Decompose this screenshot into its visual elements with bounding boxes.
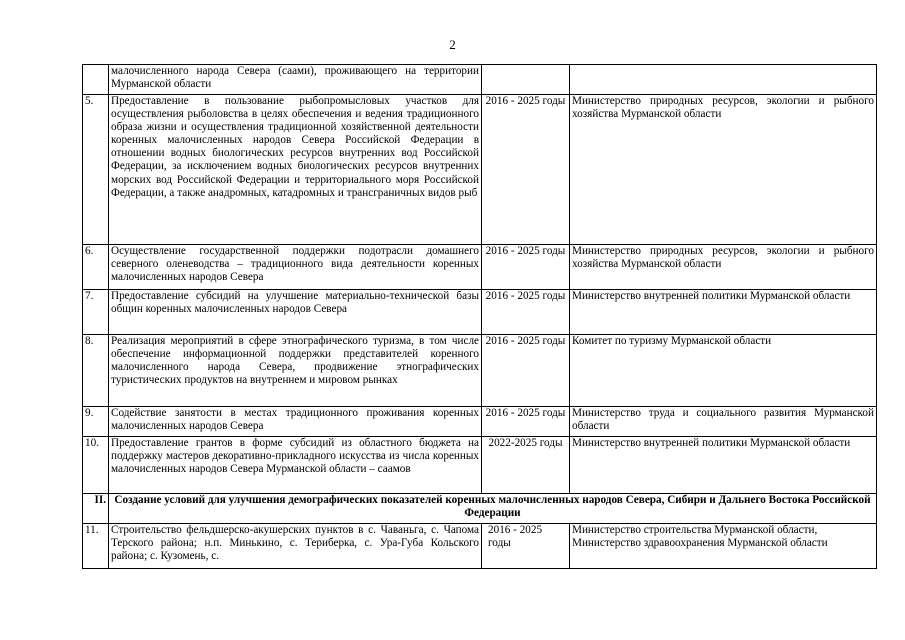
table-row xyxy=(83,407,877,437)
row-executor: Министерство природных ресурсов, экологии и рыбного хозяйства Мурманской области xyxy=(570,245,877,290)
row-number xyxy=(83,65,109,95)
row-description: Содействие занятости в местах традиционного проживания коренных малочисленных народов Севера xyxy=(109,407,482,437)
row-term: 2016 - 2025 годы xyxy=(482,290,570,335)
table-row xyxy=(83,65,877,95)
row-term: 2022-2025 годы xyxy=(482,437,570,494)
row-number: 9. xyxy=(83,407,109,437)
row-executor: Комитет по туризму Мурманской области xyxy=(570,335,877,407)
table-row xyxy=(83,437,877,494)
row-executor xyxy=(570,524,877,569)
measures-table xyxy=(82,64,877,569)
table-row xyxy=(83,95,877,245)
row-executor: Министерство внутренней политики Мурманской области xyxy=(570,290,877,335)
row-term: 2016 - 2025 годы xyxy=(482,245,570,290)
section-header-row xyxy=(83,494,877,524)
row-number: 6. xyxy=(83,245,109,290)
row-term xyxy=(482,65,570,95)
row-description: Предоставление грантов в форме субсидий из областного бюджета на поддержку мастеров декоративно-прикладного искусства из числа коренных малочисленных народов Севера Мурманской области – саамов xyxy=(109,437,482,494)
table-row xyxy=(83,245,877,290)
row-number: 5. xyxy=(83,95,109,245)
row-description: Строительство фельдшерско-акушерских пунктов в с. Чаваньга, с. Чапома Терского района; н.п. Минькино, с. Териберка, с. Ура-Губа Кольского района; с. Кузомень, с. xyxy=(109,524,482,569)
row-description: Предоставление в пользование рыбопромысловых участков для осуществления рыболовства в целях обеспечения и ведения традиционного образа жизни и осуществления традиционной хозяйственной деятельности коренных малочисленных народов Севера Российской Федерации в отношении водных биологических ресурсов внутренних вод Российской Федерации, за исключением водных биологических ресурсов внутренних морских вод Российской Федерации и территориального моря Российской Федерации, а также анадромных, катадромных и трансграничных видов рыб xyxy=(109,95,482,245)
row-number: 8. xyxy=(83,335,109,407)
row-number: 11. xyxy=(83,524,109,569)
row-term-unit: годы xyxy=(488,537,511,550)
row-term-years: 2016 - 2025 xyxy=(488,524,543,536)
page-number: 2 xyxy=(449,37,456,52)
row-executor: Министерство внутренней политики Мурманской области xyxy=(570,437,877,494)
row-term xyxy=(482,524,570,569)
row-executor xyxy=(570,65,877,95)
row-description: Реализация мероприятий в сфере этнографического туризма, в том числе обеспечение информационной поддержки представителей коренного малочисленного народа Севера, продвижение этнографических туристических продуктов на внутреннем и мировом рынках xyxy=(109,335,482,407)
row-description: Предоставление субсидий на улучшение материально-технической базы общин коренных малочисленных народов Севера xyxy=(109,290,482,335)
row-term: 2016 - 2025 годы xyxy=(482,95,570,245)
row-term: 2016 - 2025 годы xyxy=(482,407,570,437)
row-executor-1: Министерство строительства Мурманской области, xyxy=(572,524,818,536)
row-term: 2016 - 2025 годы xyxy=(482,335,570,407)
row-description: малочисленного народа Севера (саами), проживающего на территории Мурманской области xyxy=(109,65,482,95)
row-executor: Министерство природных ресурсов, экологии и рыбного хозяйства Мурманской области xyxy=(570,95,877,245)
row-executor-2: Министерство здравоохранения Мурманской области xyxy=(572,537,828,550)
row-executor: Министерство труда и социального развития Мурманской области xyxy=(570,407,877,437)
section-number: II. xyxy=(83,494,109,524)
table-row xyxy=(83,524,877,569)
table-row xyxy=(83,290,877,335)
row-number: 10. xyxy=(83,437,109,494)
section-title: Создание условий для улучшения демографических показателей коренных малочисленных народов Севера, Сибири и Дальнего Востока Российской Федерации xyxy=(109,494,877,524)
table-row xyxy=(83,335,877,407)
row-number: 7. xyxy=(83,290,109,335)
row-description: Осуществление государственной поддержки подотрасли домашнего северного оленеводства – традиционного вида деятельности коренных малочисленных народов Севера xyxy=(109,245,482,290)
